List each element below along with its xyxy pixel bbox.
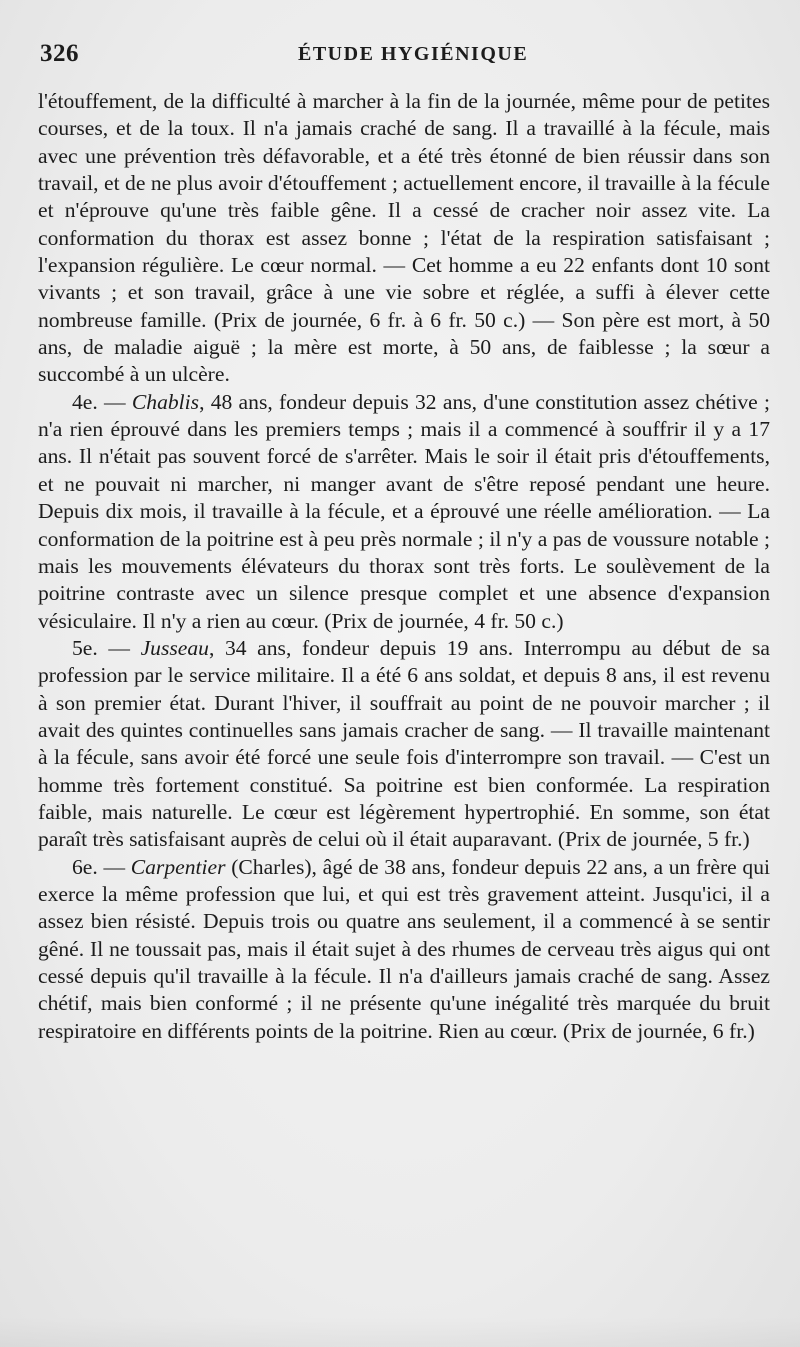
paragraph-text: 6e. — — [72, 854, 131, 879]
person-name: Jusseau — [140, 635, 209, 660]
page-shadow — [0, 1317, 800, 1347]
page-number: 326 — [40, 40, 79, 67]
paragraph — [38, 854, 770, 1045]
page-header — [38, 0, 770, 67]
paragraph-text: l'étouffement, de la difficulté à marcher à la fin de la journée, même pour de petites courses, et de la toux. Il n'a jamais craché de sang. Il a travaillé à la fécule, mais avec une prévention très défavorable, et a été très étonné de bien réussir dans son travail, et de ne plus avoir d'étouffement ; actuellement encore, il travaille à la fécule et n'éprouve qu'une très faible gêne. Il a cessé de cracher noir assez vite. La conformation du thorax est assez bonne ; l'état de la respiration satisfaisant ; l'expansion régulière. Le cœur normal. — Cet homme a eu 22 enfants dont 10 sont vivants ; et son travail, grâce à une vie sobre et réglée, a suffi à élever cette nombreuse famille. (Prix de journée, 6 fr. à 6 fr. 50 c.) — Son père est mort, à 50 ans, de maladie aiguë ; la mère est morte, à 50 ans, de faiblesse ; la sœur a succombé à un ulcère. — [38, 89, 770, 387]
running-head: ÉTUDE HYGIÉNIQUE — [298, 43, 529, 65]
body-text — [38, 88, 770, 1045]
person-name: Carpentier — [130, 854, 226, 879]
paragraph-text: (Charles), âgé de 38 ans, fondeur depuis 22 ans, a un frère qui exerce la même profession que lui, et qui est très gravement atteint. Jusqu'ici, il a assez bien résisté. Depuis trois ou quatre ans seulement, il a commencé à se sentir gêné. Il ne toussait pas, mais il était sujet à des rhumes de cerveau très aigus qui ont cessé depuis qu'il travaille à la fécule. Il n'a d'ailleurs jamais craché de sang. Assez chétif, mais bien conformé ; il ne présente qu'une inégalité très marquée du bruit respiratoire en différents points de la poitrine. Rien au cœur. (Prix de journée, 6 fr.) — [38, 854, 770, 1043]
paragraph — [38, 389, 770, 635]
paragraph-text: , 34 ans, fondeur depuis 19 ans. Interrompu au début de sa profession par le service militaire. Il a été 6 ans soldat, et depuis 8 ans, il est revenu à son premier état. Durant l'hiver, il souffrait au point de ne pouvoir marcher ; il avait des quintes continuelles sans jamais cracher de sang. — Il travaille maintenant à la fécule, sans avoir été forcé une seule fois d'interrompre son travail. — C'est un homme très fortement constitué. Sa poitrine est bien conformée. La respiration faible, mais naturelle. Le cœur est légèrement hypertrophié. En somme, son état paraît très satisfaisant auprès de celui où il était auparavant. (Prix de journée, 5 fr.) — [38, 635, 771, 852]
person-name: Chablis — [131, 389, 200, 414]
paragraph-text: , 48 ans, fondeur depuis 32 ans, d'une constitution assez chétive ; n'a rien éprouvé dans les premiers temps ; mais il a commencé à souffrir il y a 17 ans. Il n'était pas souvent forcé de s'arrêter. Mais le soir il était pris d'étouffements, et ne pouvait ni marcher, ni manger avant de s'être reposé pendant une heure. Depuis dix mois, il travaille à la fécule, et a éprouvé une réelle amélioration. — La conformation de la poitrine est à peu près normale ; il n'y a pas de voussure notable ; mais les mouvements élévateurs du thorax sont très forts. Le soulèvement de la poitrine contraste avec un silence presque complet et une absence d'expansion vésiculaire. Il n'y a rien au cœur. (Prix de journée, 4 fr. 50 c.) — [38, 389, 771, 633]
paragraph-text: 4e. — — [72, 389, 132, 414]
paragraph — [38, 635, 770, 854]
paragraph — [38, 88, 770, 389]
paragraph-text: 5e. — — [72, 635, 141, 660]
